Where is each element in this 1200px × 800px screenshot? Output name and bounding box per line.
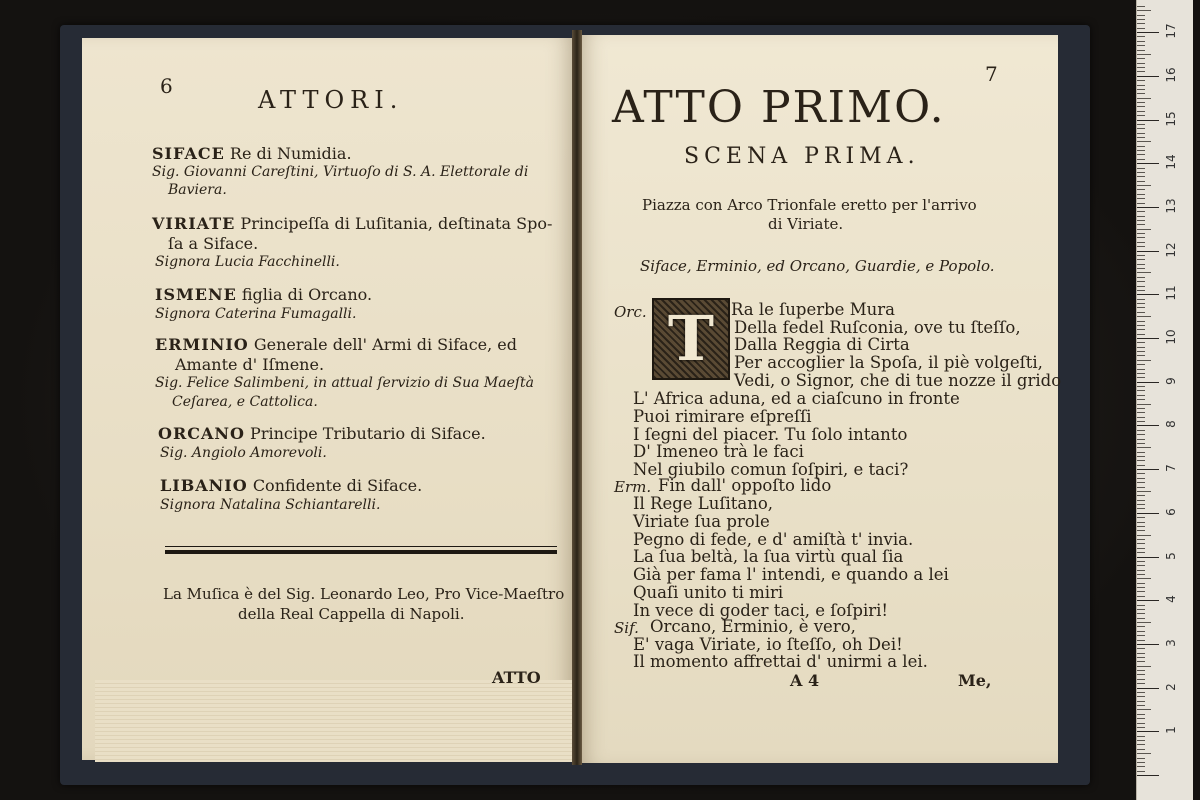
ruler-tick xyxy=(1137,535,1151,536)
ruler-tick xyxy=(1137,246,1145,247)
ruler-tick xyxy=(1137,141,1151,142)
role-name: SIFACE xyxy=(152,144,225,163)
ruler-label: 8 xyxy=(1164,420,1178,429)
ruler-tick xyxy=(1137,605,1145,606)
ruler-tick xyxy=(1137,570,1145,571)
role-desc: Principe Tributario di Siface. xyxy=(250,424,486,443)
ruler-tick xyxy=(1137,723,1145,724)
music-credit: La Muſica è del Sig. Leonardo Leo, Pro Vice-Maeſtro xyxy=(163,585,565,603)
role-erminio xyxy=(155,335,517,354)
ruler-tick xyxy=(1137,334,1145,335)
ruler-tick xyxy=(1137,522,1145,523)
ruler-tick xyxy=(1137,203,1145,204)
ruler-tick xyxy=(1137,329,1145,330)
role-name: ISMENE xyxy=(155,285,237,304)
ruler-tick xyxy=(1137,364,1145,365)
ruler-tick xyxy=(1137,120,1159,121)
ruler-tick xyxy=(1137,631,1145,632)
ruler-tick xyxy=(1137,561,1145,562)
signature-mark: A 4 xyxy=(790,671,820,690)
ruler-tick xyxy=(1137,718,1145,719)
ruler-tick xyxy=(1137,146,1145,147)
scene-cast: Siface, Erminio, ed Orcano, Guardie, e Popolo. xyxy=(640,257,995,275)
ruler-tick xyxy=(1137,347,1145,348)
ruler-tick xyxy=(1137,574,1145,575)
ruler-label: 6 xyxy=(1164,507,1178,516)
ruler-tick xyxy=(1137,613,1145,614)
ruler-tick xyxy=(1137,163,1159,164)
ruler-tick xyxy=(1137,45,1145,46)
ruler-tick xyxy=(1137,657,1145,658)
ruler-tick xyxy=(1137,251,1159,252)
ruler-tick xyxy=(1137,539,1145,540)
ruler-tick xyxy=(1137,666,1151,667)
ruler-tick xyxy=(1137,626,1145,627)
drop-cap-letter: T xyxy=(667,302,715,375)
ruler-tick xyxy=(1137,473,1145,474)
ruler-tick xyxy=(1137,325,1145,326)
ruler-tick xyxy=(1137,508,1145,509)
performer-cont: Baviera. xyxy=(168,182,227,198)
ruler-tick xyxy=(1137,255,1145,256)
left-page-number: 6 xyxy=(160,74,173,98)
ruler-tick xyxy=(1137,290,1145,291)
ruler-tick xyxy=(1137,771,1145,772)
verse-line: Puoi rimirare eſpreſſi xyxy=(633,407,812,426)
ruler-tick xyxy=(1137,85,1145,86)
ruler-tick xyxy=(1137,355,1145,356)
ruler-tick xyxy=(1137,452,1145,453)
ruler-tick xyxy=(1137,63,1145,64)
performer: Signora Caterina Fumagalli. xyxy=(155,306,357,322)
ruler-tick xyxy=(1137,705,1145,706)
ruler-tick xyxy=(1137,731,1159,732)
ruler-tick xyxy=(1137,242,1145,243)
ruler-tick xyxy=(1137,688,1159,689)
ruler-tick xyxy=(1137,504,1145,505)
ruler-tick xyxy=(1137,168,1145,169)
performer: Sig. Giovanni Careſtini, Virtuoſo di S. A. Elettorale di xyxy=(152,164,529,180)
ruler-tick xyxy=(1137,635,1145,636)
ruler-tick xyxy=(1137,281,1145,282)
ruler-tick xyxy=(1137,395,1145,396)
ruler-tick xyxy=(1137,80,1145,81)
ruler-tick xyxy=(1137,303,1145,304)
ruler-tick xyxy=(1137,439,1145,440)
ruler-label: 12 xyxy=(1164,241,1178,258)
ruler-tick xyxy=(1137,749,1145,750)
ruler-tick xyxy=(1137,220,1145,221)
ruler-tick xyxy=(1137,76,1159,77)
ruler-tick xyxy=(1137,294,1159,295)
ruler-tick xyxy=(1137,286,1145,287)
ruler-tick xyxy=(1137,98,1151,99)
ruler-tick xyxy=(1137,709,1151,710)
ruler-tick xyxy=(1137,351,1145,352)
role-name: LIBANIO xyxy=(160,476,248,495)
scene-title: SCENA PRIMA. xyxy=(684,144,920,169)
ruler-tick xyxy=(1137,106,1145,107)
ruler-tick xyxy=(1137,224,1145,225)
ruler-tick xyxy=(1137,653,1145,654)
verse-line: Il Rege Luſitano, xyxy=(633,494,774,513)
verse-line: Orcano, Erminio, è vero, xyxy=(650,617,856,636)
ruler-tick xyxy=(1137,386,1145,387)
ruler-tick xyxy=(1137,373,1145,374)
ruler-tick xyxy=(1137,176,1145,177)
ruler-tick xyxy=(1137,89,1145,90)
ruler-tick xyxy=(1137,530,1145,531)
ruler-tick xyxy=(1137,417,1145,418)
role-desc: Re di Numidia. xyxy=(229,144,352,163)
role-desc: Generale dell' Armi di Siface, ed xyxy=(253,335,518,354)
verse-line: Viriate ſua prole xyxy=(633,512,770,531)
ruler-tick xyxy=(1137,390,1145,391)
role-name: VIRIATE xyxy=(152,214,236,233)
ruler-tick xyxy=(1137,277,1145,278)
ruler-label: 3 xyxy=(1164,639,1178,647)
ruler-tick xyxy=(1137,583,1145,584)
verse-line: Dalla Reggia di Cirta xyxy=(734,335,910,354)
verse-line: Per accoglier la Spoſa, il piè volgeſti, xyxy=(734,353,1043,372)
ruler-tick xyxy=(1137,640,1145,641)
ruler-tick xyxy=(1137,408,1145,409)
catchword: Me, xyxy=(958,671,992,690)
page-edges xyxy=(95,680,575,762)
ruler-tick xyxy=(1137,491,1151,492)
ruler-label: 4 xyxy=(1164,595,1178,604)
ruler-label: 11 xyxy=(1164,285,1178,301)
ruler-label: 1 xyxy=(1164,726,1178,735)
ruler-tick xyxy=(1137,670,1145,671)
ruler-tick xyxy=(1137,133,1145,134)
ruler-tick xyxy=(1137,229,1151,230)
verse-line: D' Imeneo trà le faci xyxy=(633,442,804,461)
ruler-tick xyxy=(1137,28,1145,29)
ruler-tick xyxy=(1137,150,1145,151)
ruler-tick xyxy=(1137,399,1145,400)
ruler-tick xyxy=(1137,600,1159,601)
ruler-tick xyxy=(1137,369,1145,370)
verse-line: L' Africa aduna, ed a ciaſcuno in fronte xyxy=(633,389,960,408)
ruler-tick xyxy=(1137,67,1145,68)
ruler-tick xyxy=(1137,124,1145,125)
ruler-tick xyxy=(1137,32,1159,33)
ruler-tick xyxy=(1137,727,1145,728)
ruler-tick xyxy=(1137,181,1145,182)
verse-line: Quaſi unito ti miri xyxy=(633,583,784,602)
ruler-tick xyxy=(1137,58,1145,59)
role-siface xyxy=(152,144,352,163)
ruler-tick xyxy=(1137,189,1145,190)
ruler-tick xyxy=(1137,237,1145,238)
ruler-tick xyxy=(1137,587,1145,588)
ruler-tick xyxy=(1137,758,1145,759)
ruler-tick xyxy=(1137,701,1145,702)
ruler-tick xyxy=(1137,526,1145,527)
ruler-tick xyxy=(1137,775,1159,776)
ruler-tick xyxy=(1137,111,1145,112)
book-gutter xyxy=(572,30,582,765)
ruler-tick xyxy=(1137,360,1151,361)
ruler-tick xyxy=(1137,312,1145,313)
ruler-tick xyxy=(1137,434,1145,435)
ruler-tick xyxy=(1137,115,1145,116)
ruler-label: 13 xyxy=(1164,198,1178,214)
role-desc: Principeſſa di Luſitania, deſtinata Spo- xyxy=(240,214,553,233)
cast-heading: ATTORI. xyxy=(258,86,404,114)
ruler-tick xyxy=(1137,50,1145,51)
ruler-tick xyxy=(1137,264,1145,265)
ruler-tick xyxy=(1137,307,1145,308)
ruler-tick xyxy=(1137,207,1159,208)
ruler-tick xyxy=(1137,259,1145,260)
verse-line: Già per fama l' intendi, e quando a lei xyxy=(633,565,949,584)
ruler-tick xyxy=(1137,377,1145,378)
ruler-tick xyxy=(1137,465,1145,466)
ruler-tick xyxy=(1137,552,1145,553)
ruler-label: 15 xyxy=(1164,110,1178,127)
role-name: ORCANO xyxy=(158,424,245,443)
ruler-tick xyxy=(1137,447,1151,448)
ruler-label: 17 xyxy=(1164,23,1178,39)
ruler-tick xyxy=(1137,766,1145,767)
drop-cap-ornament xyxy=(652,298,730,380)
ruler-tick xyxy=(1137,137,1145,138)
ruler-tick xyxy=(1137,211,1145,212)
ruler-label: 10 xyxy=(1164,329,1178,345)
music-credit-cont: della Real Cappella di Napoli. xyxy=(238,605,465,623)
ruler-tick xyxy=(1137,216,1145,217)
ruler-label: 14 xyxy=(1164,154,1178,170)
ruler-tick xyxy=(1137,172,1145,173)
ruler-tick xyxy=(1137,71,1145,72)
ruler-tick xyxy=(1137,41,1145,42)
verse-line: Pegno di fede, e d' amiſtà t' invia. xyxy=(633,530,914,549)
role-desc-cont: ſa a Siface. xyxy=(168,234,259,253)
ruler-tick xyxy=(1137,478,1145,479)
ruler-tick xyxy=(1137,482,1145,483)
ruler-tick xyxy=(1137,517,1145,518)
ruler-tick xyxy=(1137,513,1159,514)
ruler-tick xyxy=(1137,565,1145,566)
catchword: ATTO xyxy=(492,668,541,687)
setting-line-cont: di Viriate. xyxy=(768,215,844,233)
ruler-tick xyxy=(1137,469,1159,470)
verse-line: I ſegni del piacer. Tu ſolo intanto xyxy=(633,425,908,444)
role-desc: figlia di Orcano. xyxy=(241,285,373,304)
ruler-tick xyxy=(1137,36,1145,37)
ruler-tick xyxy=(1137,316,1151,317)
ruler-tick xyxy=(1137,661,1145,662)
ruler-tick xyxy=(1137,443,1145,444)
ruler-tick xyxy=(1137,487,1145,488)
ruler-tick xyxy=(1137,412,1145,413)
verse-line: Della fedel Ruſconia, ove tu ſteſſo, xyxy=(734,318,1021,337)
ruler-tick xyxy=(1137,753,1151,754)
ruler-tick xyxy=(1137,421,1145,422)
role-name: ERMINIO xyxy=(155,335,249,354)
ruler-tick xyxy=(1137,679,1145,680)
ruler-tick xyxy=(1137,591,1145,592)
ruler-tick xyxy=(1137,714,1145,715)
ruler-tick xyxy=(1137,268,1145,269)
ruler-label: 5 xyxy=(1164,551,1178,560)
ruler-tick xyxy=(1137,382,1159,383)
ruler-tick xyxy=(1137,128,1145,129)
ruler-tick xyxy=(1137,321,1145,322)
ruler-tick xyxy=(1137,495,1145,496)
setting-line: Piazza con Arco Trionfale eretto per l'arrivo xyxy=(642,196,977,214)
ruler-tick xyxy=(1137,762,1145,763)
performer: Signora Lucia Facchinelli. xyxy=(155,254,340,270)
performer: Signora Natalina Schiantarelli. xyxy=(160,497,381,513)
ruler-tick xyxy=(1137,557,1159,558)
verse-line: Fin dall' oppoſto lido xyxy=(658,476,832,495)
ruler-tick xyxy=(1137,736,1145,737)
ruler-tick xyxy=(1137,404,1151,405)
verse-line: La ſua beltà, la ſua virtù qual ſia xyxy=(633,547,904,566)
ruler-tick xyxy=(1137,54,1151,55)
ruler-tick xyxy=(1137,500,1145,501)
right-page-number: 7 xyxy=(985,62,998,86)
ruler-tick xyxy=(1137,683,1145,684)
ruler-tick xyxy=(1137,578,1151,579)
performer-cont: Ceſarea, e Cattolica. xyxy=(172,394,318,410)
ruler-tick xyxy=(1137,674,1145,675)
ruler-tick xyxy=(1137,23,1145,24)
ruler-tick xyxy=(1137,618,1145,619)
verse-line: Il momento affrettai d' unirmi a lei. xyxy=(633,652,928,671)
ruler-tick xyxy=(1137,338,1159,339)
ruler-tick xyxy=(1137,102,1145,103)
ruler-tick xyxy=(1137,740,1145,741)
speaker-erminio: Erm. xyxy=(614,478,652,496)
ruler-label: 9 xyxy=(1164,376,1178,385)
performer: Sig. Angiolo Amorevoli. xyxy=(160,445,327,461)
verse-line: In vece di goder taci, e ſoſpiri! xyxy=(633,601,889,620)
ruler-label: 7 xyxy=(1164,464,1178,472)
ruler-tick xyxy=(1137,194,1145,195)
speaker-orcano: Orc. xyxy=(614,303,647,321)
verse-line: Ra le ſuperbe Mura xyxy=(731,300,895,319)
ruler-tick xyxy=(1137,185,1151,186)
performer: Sig. Felice Salimbeni, in attual ſervizio di Sua Maeſtà xyxy=(155,375,535,391)
ruler-tick xyxy=(1137,596,1145,597)
ruler-tick xyxy=(1137,6,1145,7)
ruler-tick xyxy=(1137,272,1151,273)
ruler-tick xyxy=(1137,10,1151,11)
verse-line: Nel giubilo comun ſoſpiri, e taci? xyxy=(633,460,909,479)
ruler-tick xyxy=(1137,430,1145,431)
ruler-tick xyxy=(1137,456,1145,457)
act-title: ATTO PRIMO. xyxy=(612,82,946,133)
measuring-ruler xyxy=(1136,0,1193,800)
ruler-tick xyxy=(1137,342,1145,343)
ruler-tick xyxy=(1137,543,1145,544)
divider-rule-thin xyxy=(165,546,557,547)
ruler-tick xyxy=(1137,609,1145,610)
ruler-tick xyxy=(1137,692,1145,693)
ruler-tick xyxy=(1137,644,1159,645)
ruler-tick xyxy=(1137,548,1145,549)
role-desc: Confidente di Siface. xyxy=(252,476,423,495)
ruler-label: 16 xyxy=(1164,67,1178,83)
ruler-label: 2 xyxy=(1164,682,1178,691)
verse-line: E' vaga Viriate, io ſteſſo, oh Dei! xyxy=(633,635,903,654)
ruler-tick xyxy=(1137,648,1145,649)
ruler-tick xyxy=(1137,233,1145,234)
ruler-tick xyxy=(1137,159,1145,160)
ruler-tick xyxy=(1137,425,1159,426)
role-libanio xyxy=(160,476,422,495)
role-desc-cont: Amante d' Iſmene. xyxy=(175,355,325,374)
ruler-tick xyxy=(1137,622,1151,623)
ruler-tick xyxy=(1137,299,1145,300)
divider-rule xyxy=(165,550,557,554)
role-orcano xyxy=(158,424,486,443)
ruler-tick xyxy=(1137,93,1145,94)
speaker-siface: Sif. xyxy=(614,619,639,637)
ruler-tick xyxy=(1137,154,1145,155)
ruler-tick xyxy=(1137,15,1145,16)
ruler-tick xyxy=(1137,744,1145,745)
role-viriate xyxy=(152,214,552,233)
verse-line: Vedi, o Signor, che di tue nozze il grido xyxy=(734,371,1062,390)
role-ismene xyxy=(155,285,372,304)
ruler-tick xyxy=(1137,19,1145,20)
ruler-tick xyxy=(1137,696,1145,697)
ruler-tick xyxy=(1137,198,1145,199)
ruler-tick xyxy=(1137,460,1145,461)
